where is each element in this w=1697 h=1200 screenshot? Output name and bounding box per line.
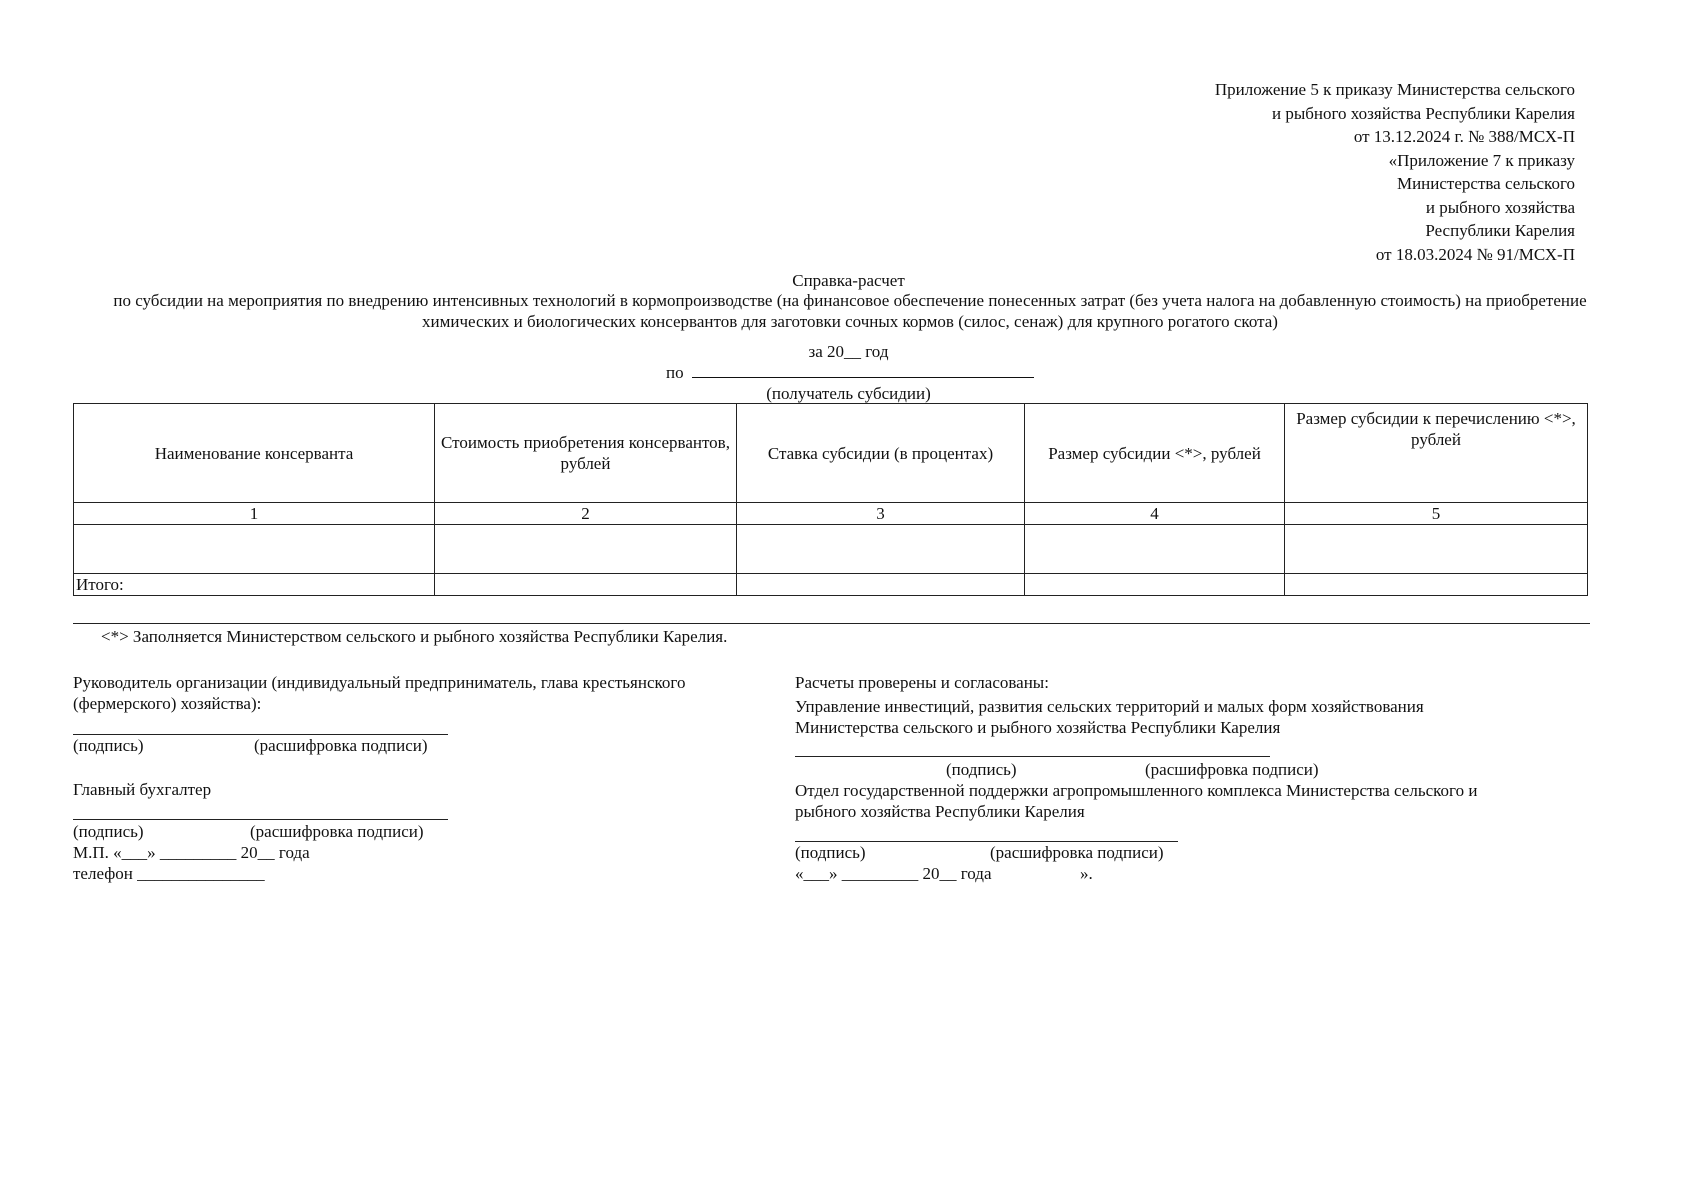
recipient-blank[interactable]: [692, 363, 1034, 378]
dept1-line2: Министерства сельского и рыбного хозяйства Республики Карелия: [795, 718, 1281, 737]
recipient-prefix: по: [666, 363, 684, 382]
accountant-signature-line[interactable]: [73, 819, 448, 820]
dept1-signature-caption: (подпись): [946, 760, 1017, 779]
document-subtitle: по субсидии на мероприятия по внедрению интенсивных технологий в кормопроизводстве (на финансовое обеспечение понесенных затрат (без учета налога на добавленную стоимость) на приобретение химических и биологических консервантов для заготовки сочных кормов (силос, сенаж) для крупного рогатого скота): [113, 291, 1587, 331]
header-line: от 13.12.2024 г. № 388/МСХ-П: [1353, 127, 1575, 146]
dept2-line1: Отдел государственной поддержки агропромышленного комплекса Министерства сельского и: [795, 781, 1478, 800]
head-signature-caption: (подпись): [73, 736, 144, 755]
col-number: 1: [74, 503, 435, 525]
col-header-preservative-name: Наименование консерванта: [74, 404, 435, 503]
phone-line: телефон _______________: [73, 864, 265, 883]
appendix-header: [1055, 78, 1575, 266]
col-number: 3: [737, 503, 1025, 525]
col-number: 4: [1025, 503, 1285, 525]
recipient-caption: [0, 383, 1697, 404]
header-line: от 18.03.2024 № 91/МСХ-П: [1375, 244, 1575, 264]
document-title: Справка-расчет: [792, 271, 905, 290]
table-cell[interactable]: [435, 574, 737, 596]
footnote-divider: [73, 623, 1590, 624]
dept2-signature-decoding-caption: (расшифровка подписи): [990, 843, 1164, 862]
dept2-line2: рыбного хозяйства Республики Карелия: [795, 802, 1085, 821]
footnote: <*> Заполняется Министерством сельского и рыбного хозяйства Республики Карелия.: [101, 627, 728, 646]
dept1-signature-decoding-caption: (расшифровка подписи): [1145, 760, 1319, 779]
period-line: за 20__ год: [808, 342, 889, 361]
col-number: 5: [1285, 503, 1588, 525]
seal-date-line: М.П. «___» _________ 20__ года: [73, 843, 310, 862]
table-cell[interactable]: [435, 525, 737, 574]
table-row: [74, 525, 1588, 574]
table-cell[interactable]: [1285, 525, 1588, 574]
header-line: Министерства сельского: [1396, 174, 1575, 193]
table-cell[interactable]: [74, 525, 435, 574]
total-label: Итого:: [74, 574, 435, 596]
calculation-table: [73, 403, 1588, 596]
recipient-line: [666, 362, 1034, 383]
col-number: 2: [435, 503, 737, 525]
header-line: и рыбного хозяйства: [1425, 197, 1575, 217]
col-header-purchase-cost: Стоимость приобретения консервантов, рублей: [435, 404, 737, 503]
head-title-line2: (фермерского) хозяйства):: [73, 694, 262, 713]
header-line: и рыбного хозяйства Республики Карелия: [1271, 103, 1575, 123]
table-cell[interactable]: [1285, 574, 1588, 596]
checked-title: Расчеты проверены и согласованы:: [795, 673, 1049, 692]
header-line: «Приложение 7 к приказу: [1388, 150, 1575, 170]
table-row-total: [74, 574, 1588, 596]
head-title-line1: Руководитель организации (индивидуальный предприниматель, глава крестьянского: [73, 673, 686, 692]
col-header-subsidy-rate: Ставка субсидии (в процентах): [737, 404, 1025, 503]
header-line: Приложение 5 к приказу Министерства сельского: [1214, 80, 1575, 99]
table-header-row: [74, 404, 1588, 503]
col-header-subsidy-amount: Размер субсидии <*>, рублей: [1025, 404, 1285, 503]
closing-quote: ».: [1080, 864, 1093, 883]
dept1-line1: Управление инвестиций, развития сельских территорий и малых форм хозяйствования: [795, 697, 1424, 716]
table-row-numbers: [74, 503, 1588, 525]
table-cell[interactable]: [737, 574, 1025, 596]
dept2-signature-caption: (подпись): [795, 843, 866, 862]
accountant-title: Главный бухгалтер: [73, 780, 212, 799]
table-cell[interactable]: [737, 525, 1025, 574]
head-signature-decoding-caption: (расшифровка подписи): [254, 736, 428, 755]
accountant-signature-caption: (подпись): [73, 822, 144, 841]
approval-date-line: «___» _________ 20__ года: [795, 864, 992, 883]
table-cell[interactable]: [1025, 525, 1285, 574]
dept1-signature-line[interactable]: [795, 756, 1270, 757]
col-header-subsidy-transfer: Размер субсидии к перечислению <*>, рублей: [1285, 404, 1588, 503]
accountant-signature-decoding-caption: (расшифровка подписи): [250, 822, 424, 841]
table-cell[interactable]: [1025, 574, 1285, 596]
recipient-caption-text: (получатель субсидии): [766, 384, 931, 403]
header-line: Республики Карелия: [1425, 221, 1575, 240]
